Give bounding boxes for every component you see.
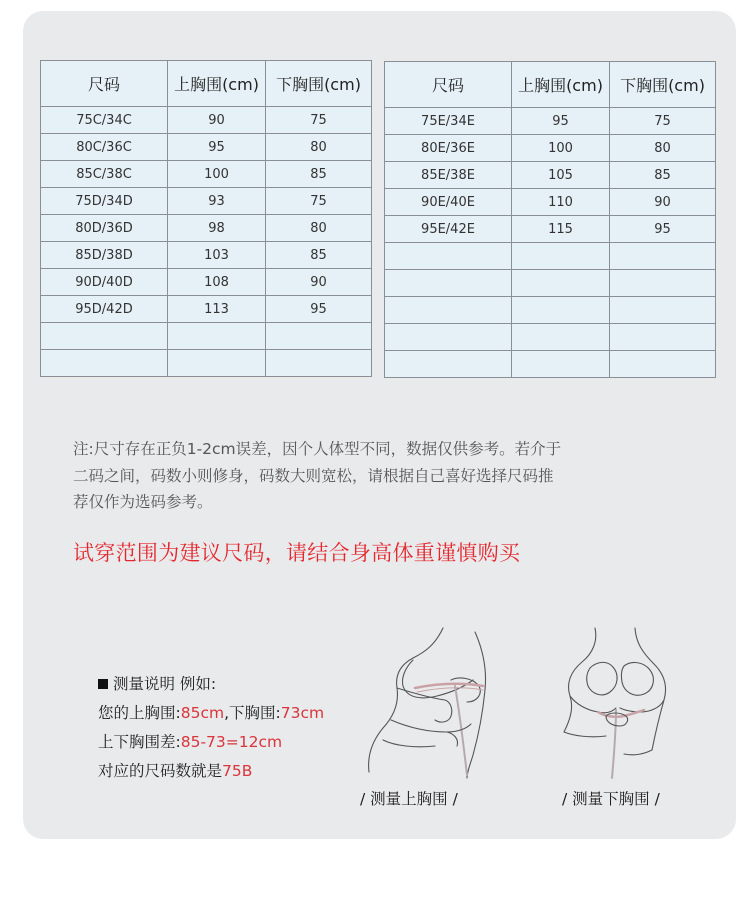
cell-under: 75 <box>610 108 716 135</box>
cell-upper: 103 <box>168 242 266 269</box>
cell-under: 85 <box>610 162 716 189</box>
cell-under: 80 <box>266 134 372 161</box>
header-size: 尺码 <box>41 61 168 107</box>
cell-size <box>385 243 512 270</box>
measure-upper-bust-illustration <box>355 620 510 780</box>
cell-size <box>385 351 512 378</box>
cell-size: 95D/42D <box>41 296 168 323</box>
table-row <box>41 242 372 269</box>
table-row <box>385 270 716 297</box>
diff-label: 上下胸围差: <box>98 733 181 751</box>
table-row <box>385 243 716 270</box>
cell-size: 80E/36E <box>385 135 512 162</box>
cell-size: 75E/34E <box>385 108 512 135</box>
caption-under-bust: / 测量下胸围 / <box>562 790 660 808</box>
cell-upper: 93 <box>168 188 266 215</box>
cell-upper: 110 <box>512 189 610 216</box>
measure-result-line <box>98 757 324 786</box>
table-row <box>41 350 372 377</box>
cell-size: 75D/34D <box>41 188 168 215</box>
square-bullet-icon <box>98 679 108 689</box>
note-line: 荐仅作为选码参考。 <box>73 493 213 511</box>
cell-size: 80D/36D <box>41 215 168 242</box>
cell-size: 75C/34C <box>41 107 168 134</box>
diff-value: 85-73=12cm <box>180 733 283 751</box>
cell-upper <box>512 243 610 270</box>
cell-under <box>266 350 372 377</box>
table-row <box>385 189 716 216</box>
cell-under <box>266 323 372 350</box>
measure-diff-line <box>98 728 324 757</box>
header-under-bust: 下胸围(cm) <box>266 61 372 107</box>
cell-size: 90D/40D <box>41 269 168 296</box>
cell-upper: 95 <box>168 134 266 161</box>
cell-upper <box>168 323 266 350</box>
note-line: 二码之间，码数小则修身，码数大则宽松，请根据自己喜好选择尺码推 <box>73 466 554 485</box>
cell-upper: 115 <box>512 216 610 243</box>
cell-upper: 98 <box>168 215 266 242</box>
cell-size <box>385 270 512 297</box>
header-upper-bust: 上胸围(cm) <box>168 61 266 107</box>
cell-size: 90E/40E <box>385 189 512 216</box>
cell-upper: 113 <box>168 296 266 323</box>
cell-under: 75 <box>266 107 372 134</box>
cell-under: 75 <box>266 188 372 215</box>
cell-under: 85 <box>266 161 372 188</box>
table-row <box>41 323 372 350</box>
cell-under <box>610 351 716 378</box>
cell-under <box>610 243 716 270</box>
result-value: 75B <box>222 762 253 780</box>
measure-title: 测量说明 例如: <box>113 675 217 693</box>
header-upper-bust: 上胸围(cm) <box>512 62 610 108</box>
size-note <box>73 436 613 516</box>
table-row <box>385 108 716 135</box>
cell-upper <box>168 350 266 377</box>
note-line: 注:尺寸存在正负1-2cm误差，因个人体型不同，数据仅供参考。若介于 <box>73 440 562 458</box>
table-row <box>385 135 716 162</box>
cell-under <box>610 297 716 324</box>
table-header-row <box>385 62 716 108</box>
table-row <box>41 134 372 161</box>
table-row <box>385 216 716 243</box>
cell-size: 85C/38C <box>41 161 168 188</box>
fit-warning: 试穿范围为建议尺码，请结合身高体重谨慎购买 <box>73 541 521 565</box>
measure-instructions <box>98 670 324 786</box>
header-under-bust: 下胸围(cm) <box>610 62 716 108</box>
table-row <box>385 297 716 324</box>
cell-size: 95E/42E <box>385 216 512 243</box>
table-row <box>41 107 372 134</box>
cell-upper: 90 <box>168 107 266 134</box>
cell-size <box>385 297 512 324</box>
cell-under: 95 <box>610 216 716 243</box>
cell-upper <box>512 270 610 297</box>
measure-under-bust-illustration <box>540 620 690 780</box>
table-row <box>41 296 372 323</box>
cell-size <box>41 323 168 350</box>
cell-upper: 95 <box>512 108 610 135</box>
measure-example-line <box>98 699 324 728</box>
table-row <box>41 215 372 242</box>
cell-size <box>385 324 512 351</box>
cell-upper <box>512 324 610 351</box>
under-bust-value: 73cm <box>280 704 325 722</box>
measure-title-line <box>98 670 324 699</box>
table-row <box>41 188 372 215</box>
cell-upper: 100 <box>168 161 266 188</box>
cell-under: 90 <box>266 269 372 296</box>
table-row <box>385 351 716 378</box>
cell-upper: 108 <box>168 269 266 296</box>
cell-under <box>610 324 716 351</box>
table-row <box>41 269 372 296</box>
cell-upper <box>512 351 610 378</box>
table-row <box>385 324 716 351</box>
under-bust-label: ,下胸围: <box>224 704 281 722</box>
cell-size: 85D/38D <box>41 242 168 269</box>
size-table-left <box>40 60 372 377</box>
cell-upper: 105 <box>512 162 610 189</box>
cell-under: 80 <box>610 135 716 162</box>
cell-under: 95 <box>266 296 372 323</box>
cell-upper: 100 <box>512 135 610 162</box>
upper-bust-value: 85cm <box>180 704 225 722</box>
cell-under: 80 <box>266 215 372 242</box>
upper-bust-label: 您的上胸围: <box>98 704 181 722</box>
table-row <box>385 162 716 189</box>
cell-size <box>41 350 168 377</box>
table-row <box>41 161 372 188</box>
cell-under <box>610 270 716 297</box>
cell-under: 85 <box>266 242 372 269</box>
size-table-right <box>384 61 716 378</box>
caption-upper-bust: / 测量上胸围 / <box>360 790 458 808</box>
cell-under: 90 <box>610 189 716 216</box>
result-label: 对应的尺码数就是 <box>98 762 223 780</box>
cell-size: 85E/38E <box>385 162 512 189</box>
table-header-row <box>41 61 372 107</box>
cell-upper <box>512 297 610 324</box>
header-size: 尺码 <box>385 62 512 108</box>
cell-size: 80C/36C <box>41 134 168 161</box>
